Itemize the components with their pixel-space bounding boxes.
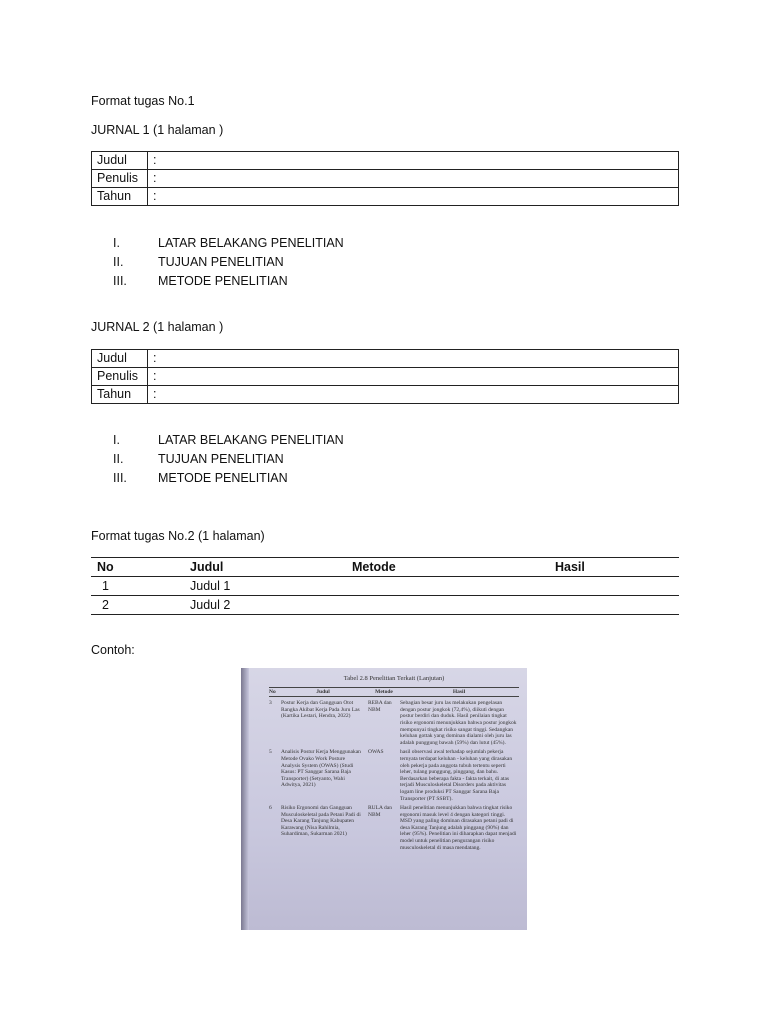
photo-row bbox=[269, 749, 519, 802]
photo-shadow bbox=[241, 668, 249, 930]
photo-cell-no: 5 bbox=[269, 749, 272, 756]
cell-judul: Judul 2 bbox=[190, 596, 352, 615]
table-row bbox=[92, 368, 679, 386]
photo-cell-hasil: Sebagian besar juru las melakukan pengelasan dengan postur jongkok (72,4%), diikuti dengan postur berdiri dan duduk. Hasil penilaian tingkat risiko ergonomi menunjukkan bahwa postur jongkok mempunyai tingkat risiko sangat tinggi. Sedangkan keluhan gottak yang dominan dialami oleh juru las adalah punggung bawah (59%) dan lutut (45%). bbox=[400, 700, 517, 746]
item-number: II. bbox=[113, 255, 124, 269]
photo-cell-hasil: Hasil penelitian menunjukkan bahwa tingkat risiko ergonomi masuk level 4 dengan kategori tinggi. MSD yang paling dominan dirasakan petani padi di desa Karang Tanjung adalah pinggang (90%) dan leher (95%). Penelitian ini diharapkan dapat menjadi model untuk penelitian pengurangan risiko musculoskeletal di masa mendatang. bbox=[400, 805, 517, 851]
value-judul: : bbox=[148, 350, 679, 368]
photo-cell-metode: RULA dan NBM bbox=[368, 805, 392, 818]
photo-cell-judul: Analisis Postur Kerja Menggunakan Metode Ovako Work Posture Analysis System (OWAS) (Studi Kasus: PT Sanggar Sarana Baja Transporter) (Setyanto, Wahi Adwitya, 2021) bbox=[281, 749, 361, 789]
photo-title: Tabel 2.8 Penelitian Terkait (Lanjutan) bbox=[343, 675, 445, 682]
item-text: METODE PENELITIAN bbox=[158, 274, 288, 288]
photo-cell-no: 3 bbox=[269, 700, 272, 707]
photo-row bbox=[269, 700, 519, 746]
photo-header-hasil: Hasil bbox=[452, 688, 466, 695]
table-row bbox=[92, 152, 679, 170]
value-tahun: : bbox=[148, 188, 679, 206]
value-tahun: : bbox=[148, 386, 679, 404]
label-tahun: Tahun bbox=[92, 188, 148, 206]
header-no: No bbox=[91, 558, 190, 577]
table-row bbox=[92, 188, 679, 206]
item-text: LATAR BELAKANG PENELITIAN bbox=[158, 236, 344, 250]
value-penulis: : bbox=[148, 170, 679, 188]
jurnal1-table bbox=[91, 151, 679, 206]
photo-content bbox=[269, 676, 519, 851]
table-header-row bbox=[91, 558, 679, 577]
jurnal2-title: JURNAL 2 (1 halaman ) bbox=[91, 320, 224, 334]
heading-format-2: Format tugas No.2 (1 halaman) bbox=[91, 529, 265, 543]
cell-metode bbox=[352, 596, 555, 615]
cell-no: 2 bbox=[91, 596, 190, 615]
contoh-label: Contoh: bbox=[91, 643, 135, 657]
cell-judul: Judul 1 bbox=[190, 577, 352, 596]
photo-cell-hasil: hasil observasi awal terhadap sejumlah pekerja ternyata terdapat keluhan - keluhan yang dirasakan oleh pekerja pada anggota tubuh tertentu seperti leher, tulang punggung, pinggang, dan bahu. Berdasarkan beberapa fakta - fakta terkait, di atas terjadi Musculoskeletal Disorders pada aktivitas logam line produksi PT Sanggar Sarana Baja Transporter (PT SSBT). bbox=[400, 749, 513, 802]
item-number: III. bbox=[113, 471, 127, 485]
header-hasil: Hasil bbox=[555, 558, 679, 577]
photo-header-metode: Metode bbox=[375, 688, 393, 695]
photo-cell-judul: Risiko Ergonomi dan Gangguan Musculoskeletal pada Petani Padi di Desa Karang Tanjung Kabupaten Karawang (Nisa Rahilmia, Suhardiman, Sukarman 2021) bbox=[281, 805, 361, 838]
value-penulis: : bbox=[148, 368, 679, 386]
item-number: I. bbox=[113, 236, 120, 250]
table-row bbox=[91, 577, 679, 596]
cell-no: 1 bbox=[91, 577, 190, 596]
item-text: METODE PENELITIAN bbox=[158, 471, 288, 485]
header-judul: Judul bbox=[190, 558, 352, 577]
table-row bbox=[92, 170, 679, 188]
label-penulis: Penulis bbox=[92, 368, 148, 386]
item-text: LATAR BELAKANG PENELITIAN bbox=[158, 433, 344, 447]
item-number: I. bbox=[113, 433, 120, 447]
photo-cell-judul: Postur Kerja dan Gangguan Otot Rangka Akibat Kerja Pada Juru Las (Kartika Lestari, Hendra, 2022) bbox=[281, 700, 360, 720]
example-table-photo bbox=[241, 668, 527, 930]
photo-header-row bbox=[269, 687, 519, 698]
photo-header-judul: Judul bbox=[316, 688, 330, 695]
header-metode: Metode bbox=[352, 558, 555, 577]
label-judul: Judul bbox=[92, 152, 148, 170]
table-row bbox=[92, 386, 679, 404]
photo-cell-metode: REBA dan NBM bbox=[368, 700, 392, 713]
jurnal2-table bbox=[91, 349, 679, 404]
heading-format-1: Format tugas No.1 bbox=[91, 94, 195, 108]
label-tahun: Tahun bbox=[92, 386, 148, 404]
value-judul: : bbox=[148, 152, 679, 170]
photo-cell-no: 6 bbox=[269, 805, 272, 812]
cell-hasil bbox=[555, 596, 679, 615]
label-judul: Judul bbox=[92, 350, 148, 368]
label-penulis: Penulis bbox=[92, 170, 148, 188]
item-text: TUJUAN PENELITIAN bbox=[158, 452, 284, 466]
cell-metode bbox=[352, 577, 555, 596]
format2-table bbox=[91, 557, 679, 615]
item-number: III. bbox=[113, 274, 127, 288]
photo-header-no: No bbox=[269, 688, 276, 695]
jurnal1-title: JURNAL 1 (1 halaman ) bbox=[91, 123, 224, 137]
item-text: TUJUAN PENELITIAN bbox=[158, 255, 284, 269]
cell-hasil bbox=[555, 577, 679, 596]
photo-row bbox=[269, 805, 519, 851]
item-number: II. bbox=[113, 452, 124, 466]
photo-cell-metode: OWAS bbox=[368, 749, 384, 756]
table-row bbox=[91, 596, 679, 615]
table-row bbox=[92, 350, 679, 368]
